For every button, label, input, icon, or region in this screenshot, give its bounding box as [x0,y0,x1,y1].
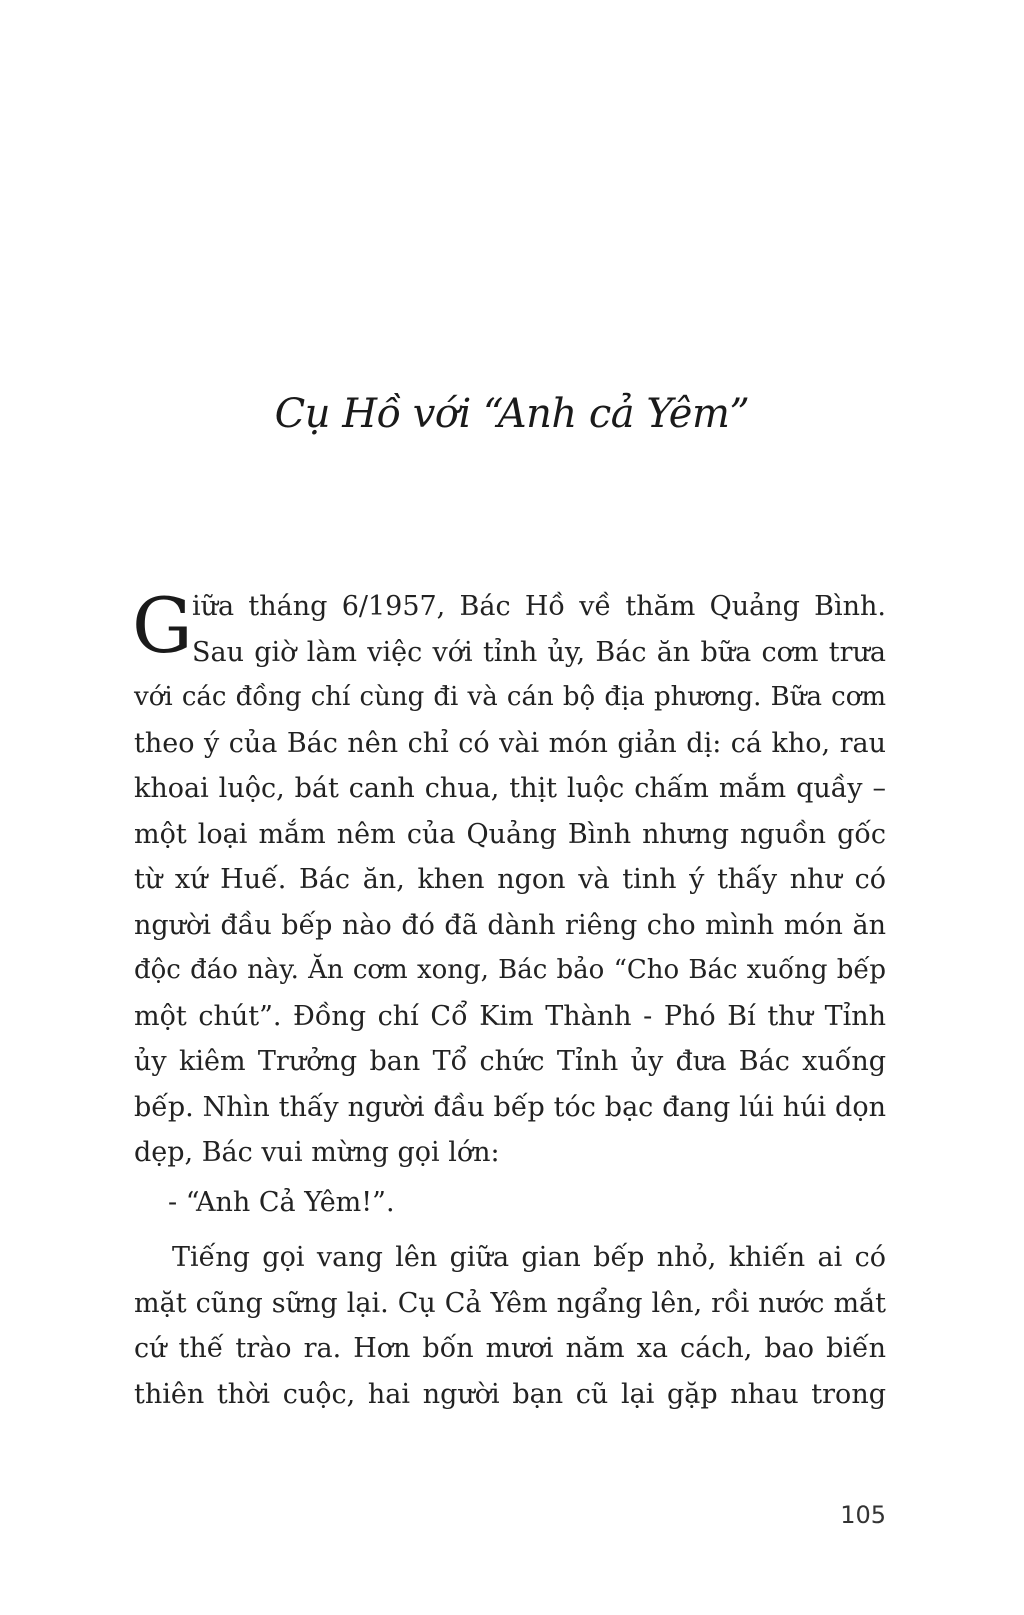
body-text [132,581,886,1417]
paragraph-opening [132,581,886,1176]
text-line: một chút”. Đồng chí Cổ Kim Thành - Phó Bí thư Tỉnh [134,1000,886,1032]
text-line: thiên thời cuộc, hai người bạn cũ lại gặp nhau trong [134,1378,886,1410]
paragraph-continued [134,1235,886,1417]
text-line: ủy kiêm Trưởng ban Tổ chức Tỉnh ủy đưa Bác xuống [134,1046,886,1077]
text-line: mặt cũng sững lại. Cụ Cả Yêm ngẩng lên, rồi nước mắt [134,1287,886,1319]
text-line: một loại mắm nêm của Quảng Bình nhưng nguồn gốc [134,818,886,850]
text-line: độc đáo này. Ăn cơm xong, Bác bảo “Cho Bác xuống bếp [134,955,886,985]
chapter-title: Cụ Hồ với “Anh cả Yêm” [274,391,750,437]
text-line: theo ý của Bác nên chỉ có vài món giản dị: cá kho, rau [134,727,886,759]
text-line: người đầu bếp nào đó đã dành riêng cho mình món ăn [134,909,886,941]
drop-cap: G [132,581,193,670]
text-line: với các đồng chí cùng đi và cán bộ địa phương. Bữa cơm [134,682,886,712]
text-line: Sau giờ làm việc với tỉnh ủy, Bác ăn bữa cơm trưa [192,636,886,668]
text-line: dẹp, Bác vui mừng gọi lớn: [134,1137,500,1168]
text-line: iữa tháng 6/1957, Bác Hồ về thăm Quảng Bình. [192,591,886,622]
text-line: bếp. Nhìn thấy người đầu bếp tóc bạc đang lúi húi dọn [134,1091,886,1123]
text-line: khoai luộc, bát canh chua, thịt luộc chấm mắm quầy – [134,773,886,804]
text-line: cứ thế trào ra. Hơn bốn mươi năm xa cách, bao biến [134,1333,886,1364]
text-line: Tiếng gọi vang lên giữa gian bếp nhỏ, khiến ai có [172,1242,886,1273]
text-line: từ xứ Huế. Bác ăn, khen ngon và tinh ý thấy như có [134,864,886,895]
dialogue-line: - “Anh Cả Yêm!”. [168,1186,395,1218]
page-number: 105 [840,1501,886,1529]
